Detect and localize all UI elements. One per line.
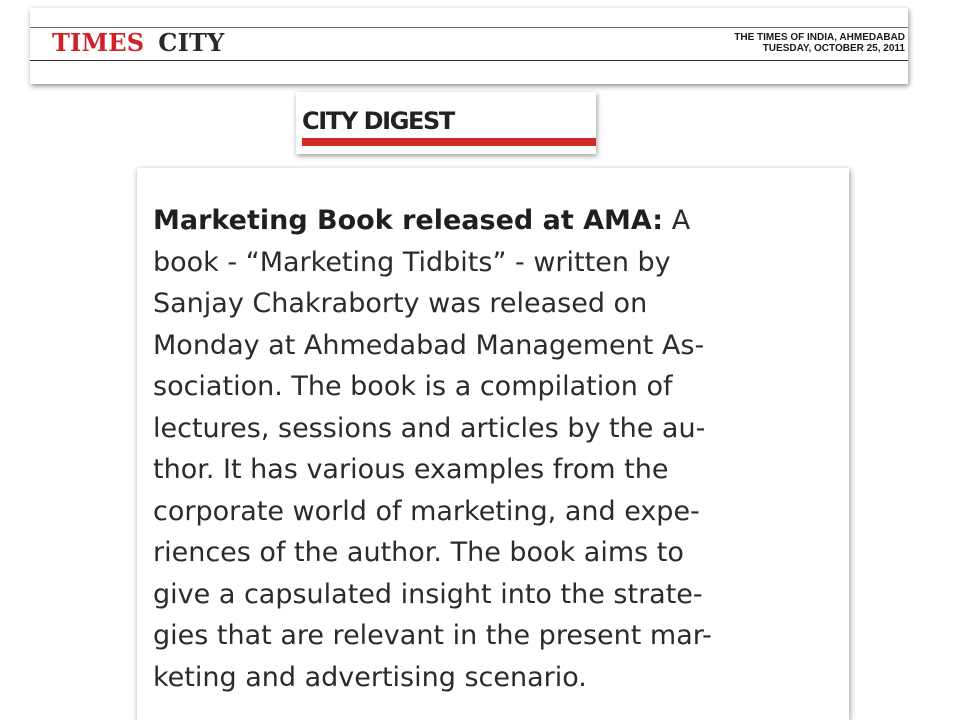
digest-red-bar xyxy=(302,138,596,146)
article-line xyxy=(153,200,853,242)
article-line: riences of the author. The book aims to xyxy=(153,537,684,568)
article-line: sociation. The book is a compilation of xyxy=(153,371,673,402)
article-clipping xyxy=(137,168,849,720)
article-line: Monday at Ahmedabad Management As- xyxy=(153,329,705,361)
article-line: corporate world of marketing, and expe- xyxy=(153,495,700,527)
publication-name: THE TIMES OF INDIA, AHMEDABAD xyxy=(734,32,905,43)
article-line: book - “Marketing Tidbits” - written by xyxy=(153,246,671,278)
article-line: gies that are relevant in the present mar- xyxy=(153,620,712,651)
edition-info xyxy=(734,32,905,54)
article-line: Sanjay Chakraborty was released on xyxy=(153,288,648,319)
section-name xyxy=(52,28,224,58)
masthead xyxy=(30,8,908,84)
masthead-bottom-rule xyxy=(30,60,908,61)
section-word-times: TIMES xyxy=(52,28,145,57)
article-line: thor. It has various examples from the xyxy=(153,454,669,485)
article-line: keting and advertising scenario. xyxy=(153,661,587,693)
publication-date: TUESDAY, OCTOBER 25, 2011 xyxy=(762,43,905,54)
article-headline: Marketing Book released at AMA: xyxy=(153,205,664,236)
article-line: give a capsulated insight into the strate- xyxy=(153,578,703,610)
article-line-text: A xyxy=(663,205,691,236)
article-line: lectures, sessions and articles by the au- xyxy=(153,412,706,444)
section-word-city: CITY xyxy=(158,28,225,57)
city-digest-label xyxy=(296,92,596,154)
article-body xyxy=(153,200,853,698)
digest-title: CITY DIGEST xyxy=(302,107,454,135)
